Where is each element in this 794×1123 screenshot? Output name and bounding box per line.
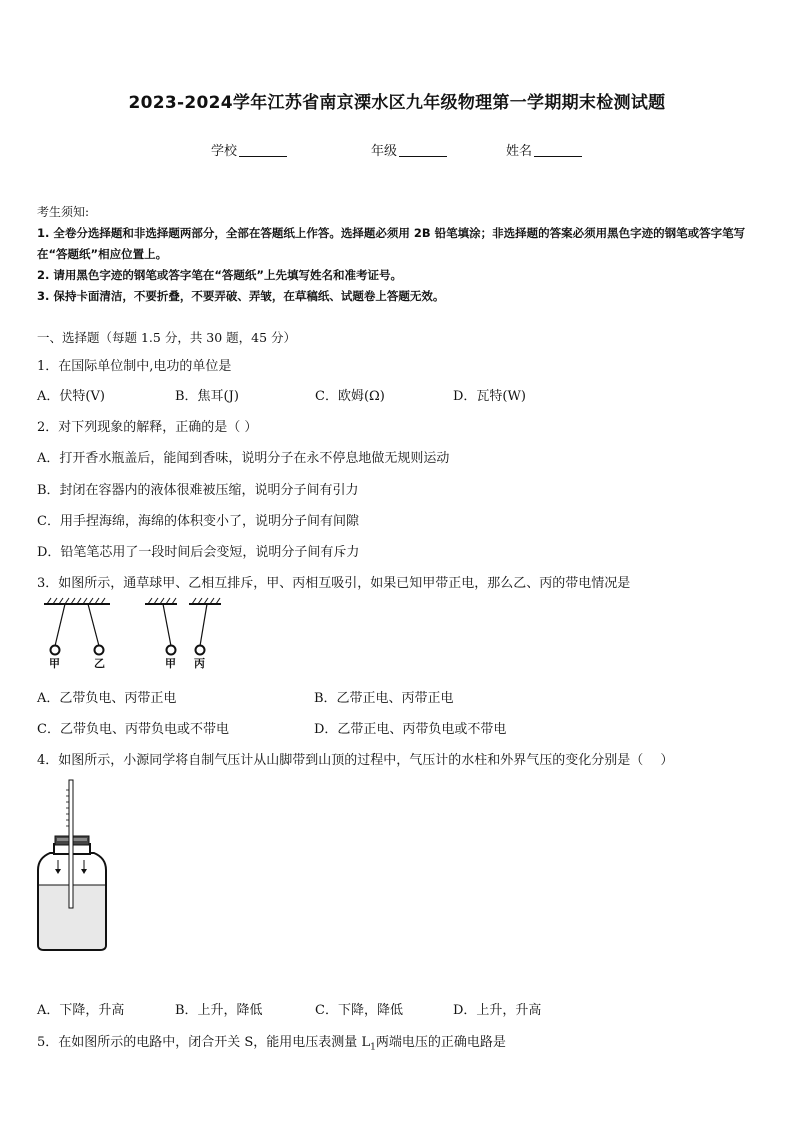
q3-option-b: B．乙带正电、丙带正电 (314, 691, 454, 706)
q4-option-b: B．上升，降低 (175, 1003, 263, 1018)
notice-item: 2. 请用黑色字迹的钢笔或答字笔在“答题纸”上先填写姓名和准考证号。 (37, 268, 402, 282)
q4-option-d: D．上升，升高 (453, 1003, 542, 1018)
figure-label-yi: 乙 (94, 657, 105, 670)
q4-option-a: A．下降，升高 (37, 1003, 125, 1018)
q2-option-b: B．封闭在容器内的液体很难被压缩，说明分子间有引力 (37, 483, 359, 498)
question-4-stem: 4．如图所示，小源同学将自制气压计从山脚带到山顶的过程中，气压计的水柱和外界气压的变化分别是（ ） (37, 753, 674, 768)
question-5-stem (37, 1031, 506, 1053)
figure-label-bing: 丙 (194, 657, 205, 670)
name-label: 姓名 (506, 144, 533, 159)
q1-option-c: C．欧姆(Ω) (315, 389, 385, 404)
q5-stem-post: 两端电压的正确电路是 (375, 1035, 506, 1050)
q5-stem-pre: 5．在如图所示的电路中，闭合开关 S，能用电压表测量 L (37, 1035, 371, 1050)
q1-option-a: A．伏特(V) (37, 389, 105, 404)
q3-option-c: C．乙带负电、丙带负电或不带电 (37, 722, 229, 737)
question-3-stem: 3．如图所示，通草球甲、乙相互排斥，甲、丙相互吸引，如果已知甲带正电，那么乙、丙的带电情况是 (37, 576, 631, 591)
q1-option-b: B．焦耳(J) (175, 389, 239, 404)
question-2-stem: 2．对下列现象的解释，正确的是（ ） (37, 420, 258, 435)
question-1-stem: 1．在国际单位制中,电功的单位是 (37, 359, 232, 374)
q3-option-d: D．乙带正电、丙带负电或不带电 (314, 722, 507, 737)
notice-heading: 考生须知: (37, 205, 90, 219)
q2-option-c: C．用手捏海绵，海绵的体积变小了，说明分子间有间隙 (37, 514, 359, 529)
figure-label-jia-2: 甲 (165, 657, 176, 670)
q1-option-d: D．瓦特(W) (453, 389, 526, 404)
school-label: 学校 (211, 144, 238, 159)
figure-label-jia: 甲 (49, 657, 60, 670)
grade-label: 年级 (371, 144, 398, 159)
q2-option-d: D．铅笔笔芯用了一段时间后会变短，说明分子间有斥力 (37, 545, 360, 560)
notice-item: 3. 保持卡面清洁，不要折叠，不要弄破、弄皱，在草稿纸、试题卷上答题无效。 (37, 289, 445, 303)
q2-option-a: A．打开香水瓶盖后，能闻到香味，说明分子在永不停息地做无规则运动 (37, 451, 450, 466)
q3-option-a: A．乙带负电、丙带正电 (37, 691, 177, 706)
page-title: 2023-2024学年江苏省南京溧水区九年级物理第一学期期末检测试题 (128, 93, 666, 113)
q5-stem-sub: 1 (370, 1042, 376, 1053)
notice-item: 1. 全卷分选择题和非选择题两部分，全部在答题纸上作答。选择题必须用 2B 铅笔填涂；非选择题的答案必须用黑色字迹的钢笔或答字笔写在“答题纸”相应位置上。 (37, 226, 746, 261)
q4-option-c: C．下降，降低 (315, 1003, 403, 1018)
section-title: 一、选择题（每题 1.5 分，共 30 题，45 分） (37, 330, 297, 345)
